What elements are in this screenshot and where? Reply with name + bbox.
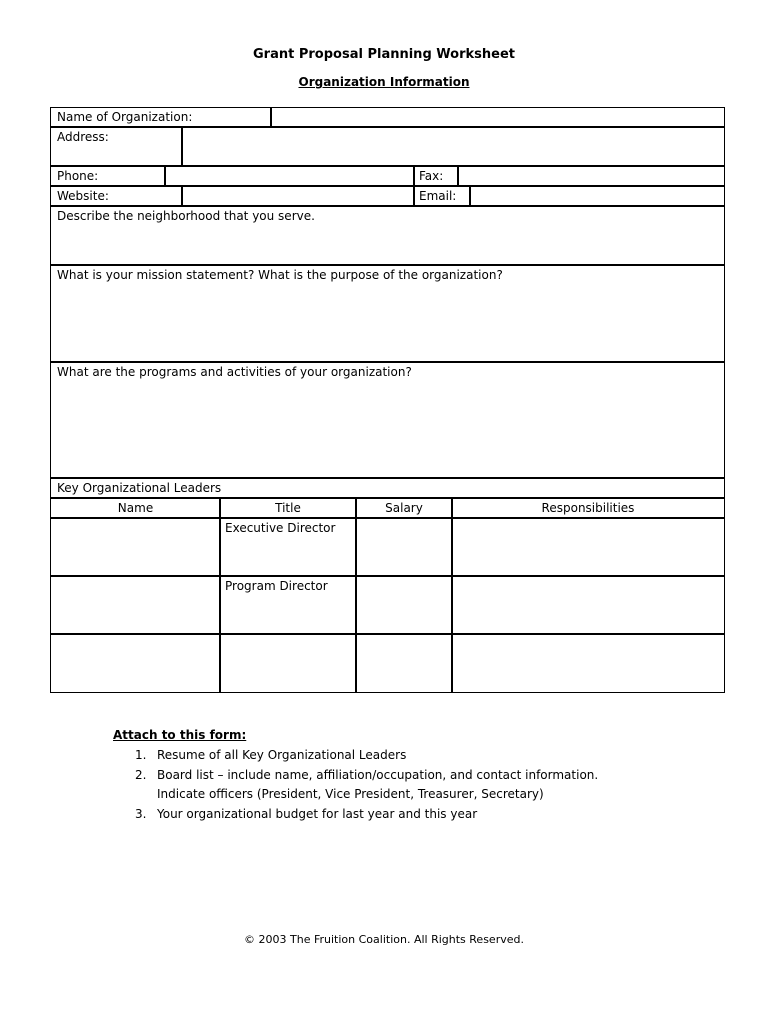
list-number: 2. <box>135 767 147 782</box>
website-field[interactable] <box>183 187 412 204</box>
list-number: 1. <box>135 748 147 762</box>
organization-name-field[interactable] <box>272 109 723 125</box>
worksheet-title: Grant Proposal Planning Worksheet <box>253 47 515 62</box>
row-divider <box>51 517 724 519</box>
email-field[interactable] <box>471 187 723 204</box>
row-divider <box>51 633 724 635</box>
neighborhood-question: Describe the neighborhood that you serve. <box>57 209 315 223</box>
address-field[interactable] <box>183 128 723 164</box>
phone-label: Phone: <box>57 169 99 183</box>
column-header-title: Title <box>275 501 301 515</box>
list-number: 3. <box>135 806 147 821</box>
copyright-footer: © 2003 The Fruition Coalition. All Rights Reserved. <box>244 933 524 946</box>
column-header-salary: Salary <box>385 501 423 515</box>
col-divider <box>413 165 415 186</box>
row-divider <box>51 477 724 479</box>
row-divider <box>51 497 724 499</box>
neighborhood-answer-field[interactable] <box>52 225 723 263</box>
leader-title-cell: Executive Director <box>225 521 336 535</box>
list-item <box>135 805 598 825</box>
list-item-text: Resume of all Key Organizational Leaders <box>157 748 407 762</box>
section-subtitle: Organization Information <box>298 75 470 89</box>
list-item-continuation: Indicate officers (President, Vice President, Treasurer, Secretary) <box>157 787 544 801</box>
phone-field[interactable] <box>166 167 412 184</box>
row-divider <box>51 264 724 266</box>
website-label: Website: <box>57 189 109 203</box>
attach-heading: Attach to this form: <box>113 728 247 742</box>
column-header-responsibilities: Responsibilities <box>541 501 635 515</box>
leaders-heading: Key Organizational Leaders <box>57 481 222 495</box>
col-divider <box>355 497 357 693</box>
fax-field[interactable] <box>459 167 723 184</box>
mission-answer-field[interactable] <box>52 284 723 360</box>
list-item-text: Your organizational budget for last year and this year <box>157 806 478 821</box>
col-divider <box>219 497 221 693</box>
attachment-list <box>135 746 598 824</box>
address-label: Address: <box>57 130 109 144</box>
col-divider <box>451 497 453 693</box>
mission-question: What is your mission statement? What is the purpose of the organization? <box>57 268 503 282</box>
organization-name-label: Name of Organization: <box>57 110 193 124</box>
list-item <box>135 766 598 786</box>
fax-label: Fax: <box>419 169 444 183</box>
column-header-name: Name <box>117 501 154 515</box>
leader-title-cell: Program Director <box>225 579 328 593</box>
programs-answer-field[interactable] <box>52 381 723 476</box>
organization-form <box>50 107 725 693</box>
programs-question: What are the programs and activities of your organization? <box>57 365 412 379</box>
row-divider <box>51 205 724 207</box>
list-item <box>135 746 598 766</box>
col-divider <box>413 185 415 206</box>
row-divider <box>51 361 724 363</box>
row-divider <box>51 575 724 577</box>
email-label: Email: <box>419 189 457 203</box>
list-item-text: Board list – include name, affiliation/occupation, and contact information. <box>157 767 599 782</box>
